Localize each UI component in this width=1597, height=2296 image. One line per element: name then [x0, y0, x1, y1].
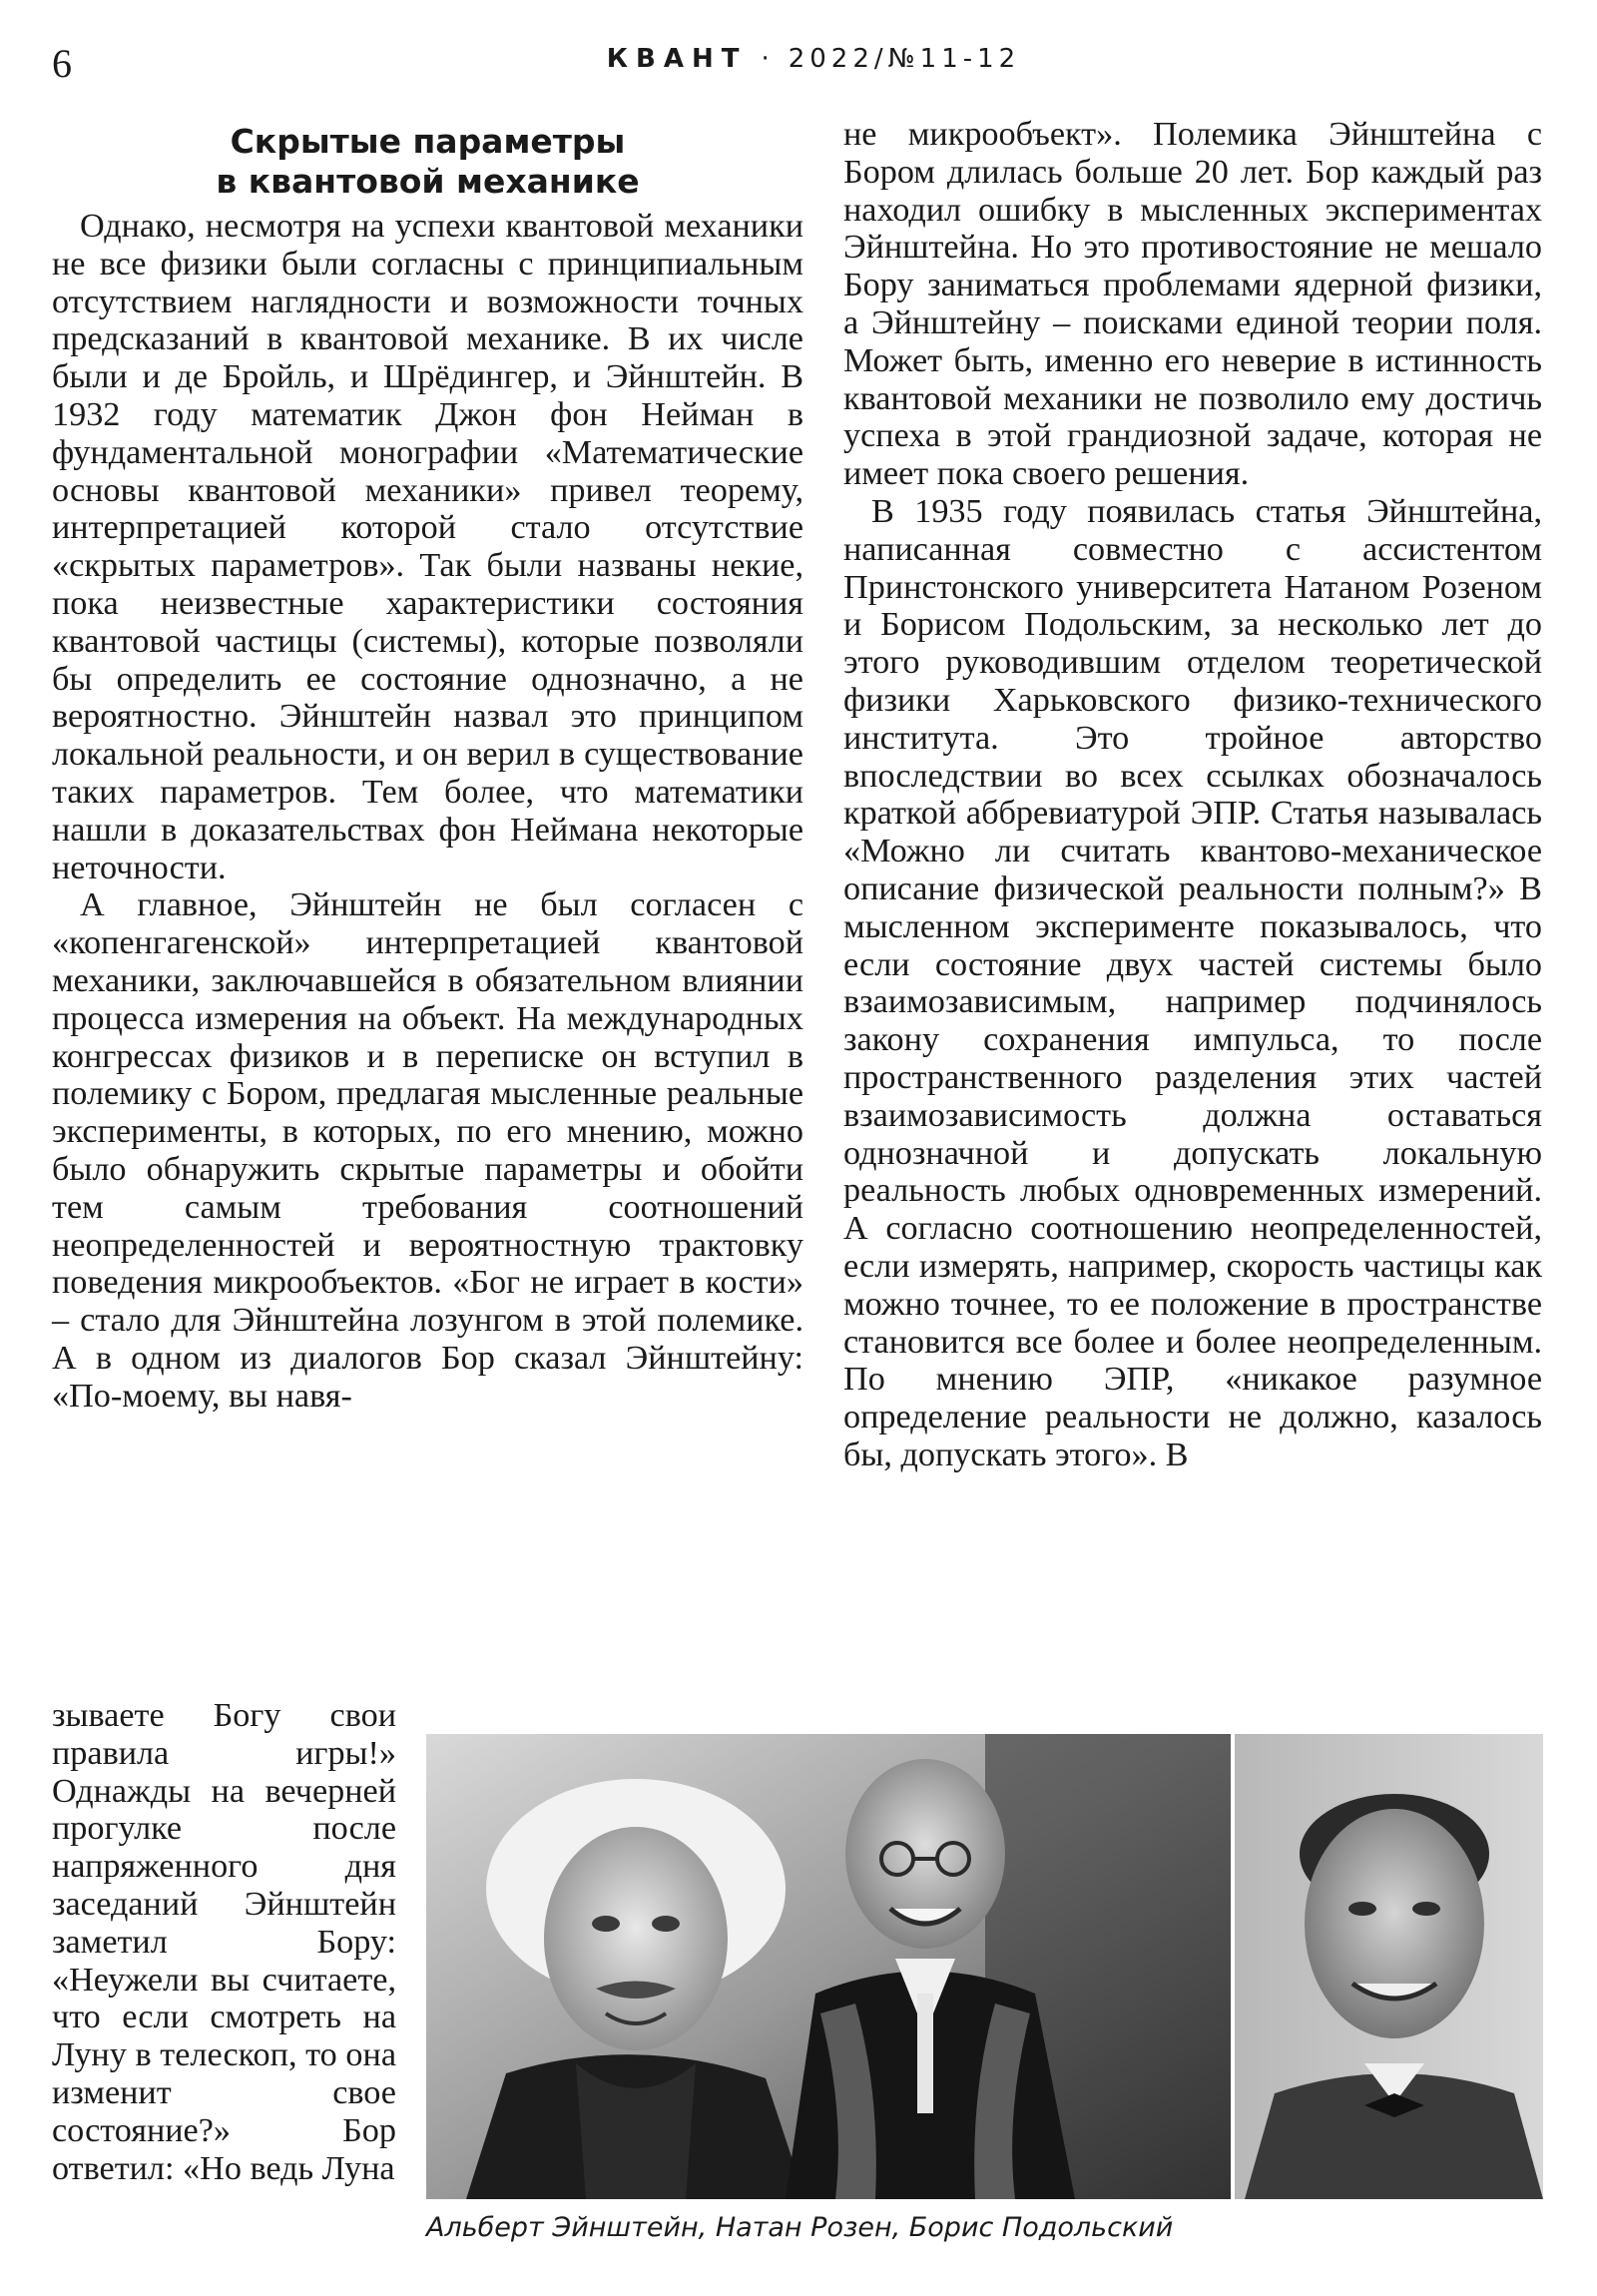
running-head-separator: ·	[761, 44, 775, 74]
paragraph: В 1935 году появилась статья Эйнштейна, написанная совместно с ассистентом Принстонского университета Натаном Розеном и Борисом Подольским, за несколько лет до этого руководившим отделом теоретической физики Харьковского физико-технического института. Это тройное авторство впоследствии во всех ссылках обозначалось краткой аббревиатурой ЭПР. Статья называлась «Можно ли считать квантово-механическое описание физической реальности полным?» В мысленном эксперименте показывалось, что если состояние двух частей системы было взаимозависимым, например подчинялось закону сохранения импульса, то после пространственного разделения этих частей взаимозависимость должна оставаться однозначной и допускать локальную реальность любых одновременных измерений. А согласно соотношению неопределенностей, если измерять, например, скорость частицы как можно точнее, то ее положение в пространстве становится все более и более неопределенным. По мнению ЭПР, «никакое разумное определение реальности не должно, казалось бы, допускать этого». В	[843, 492, 1542, 1473]
left-column	[52, 116, 803, 1416]
right-column	[843, 116, 1542, 1474]
text-beside-photo	[52, 1697, 396, 2187]
section-title-line-2: в квантовой механике	[216, 162, 640, 201]
paragraph: Однако, несмотря на успехи квантовой механики не все физики были согласны с принципиальным отсутствием наглядности и возможности точных предсказаний в квантовой механике. В их числе были и де Бройль, и Шрёдингер, и Эйнштейн. В 1932 году математик Джон фон Нейман в фундаментальной монографии «Математические основы квантовой механики» привел теорему, интерпретацией которой стало отсутствие «скрытых параметров». Так были названы некие, пока неизвестные характеристики состояния квантовой частицы (системы), которые позволяли бы определить ее состояние однозначно, а не вероятностно. Эйнштейн назвал это принципом локальной реальности, и он верил в существование таких параметров. Тем более, что математики нашли в доказательствах фон Неймана некоторые неточности.	[52, 208, 803, 886]
paragraph-continuation: зываете Богу свои правила игры!» Однажды на вечерней прогулке после напряженного дня заседаний Эйнштейн заметил Бору: «Неужели вы считаете, что если смотреть на Луну в телескоп, то она изменит свое состояние?» Бор ответил: «Но ведь Луна	[52, 1697, 396, 2187]
photo-einstein-rosen-image	[426, 1734, 1231, 2199]
section-title-line-1: Скрытые параметры	[230, 122, 626, 161]
photo-podolsky	[1235, 1734, 1543, 2199]
paragraph-continuation: не микрообъект». Полемика Эйнштейна с Бором длилась больше 20 лет. Бор каждый раз находил ошибку в мысленных экспериментах Эйнштейна. Но это противостояние не мешало Бору заниматься проблемами ядерной физики, а Эйнштейну – поисками единой теории поля. Может быть, именно его неверие в истинность квантовой механики не позволило ему достичь успеха в этой грандиозной задаче, которая не имеет пока своего решения.	[843, 116, 1542, 493]
photo-podolsky-image	[1235, 1734, 1543, 2199]
section-title	[52, 122, 803, 202]
running-head	[0, 44, 1597, 74]
issue-number: 2022/№11-12	[788, 44, 1021, 74]
photo-caption: Альберт Эйнштейн, Натан Розен, Борис Подольский	[426, 2212, 1174, 2243]
photo-block	[426, 1734, 1543, 2199]
journal-name: КВАНТ	[606, 44, 748, 74]
page-number: 6	[52, 41, 72, 86]
photo-einstein-rosen	[426, 1734, 1231, 2199]
paragraph: А главное, Эйнштейн не был согласен с «копенгагенской» интерпретацией квантовой механики, заключавшейся в обязательном влиянии процесса измерения на объект. На международных конгрессах физиков и в переписке он вступил в полемику с Бором, предлагая мысленные реальные эксперименты, в которых, по его мнению, можно было обнаружить скрытые параметры и обойти тем самым требования соотношений неопределенностей и вероятностную трактовку поведения микрообъектов. «Бог не играет в кости» – стало для Эйнштейна лозунгом в этой полемике. А в одном из диалогов Бор сказал Эйнштейну: «По-моему, вы навя-	[52, 886, 803, 1415]
